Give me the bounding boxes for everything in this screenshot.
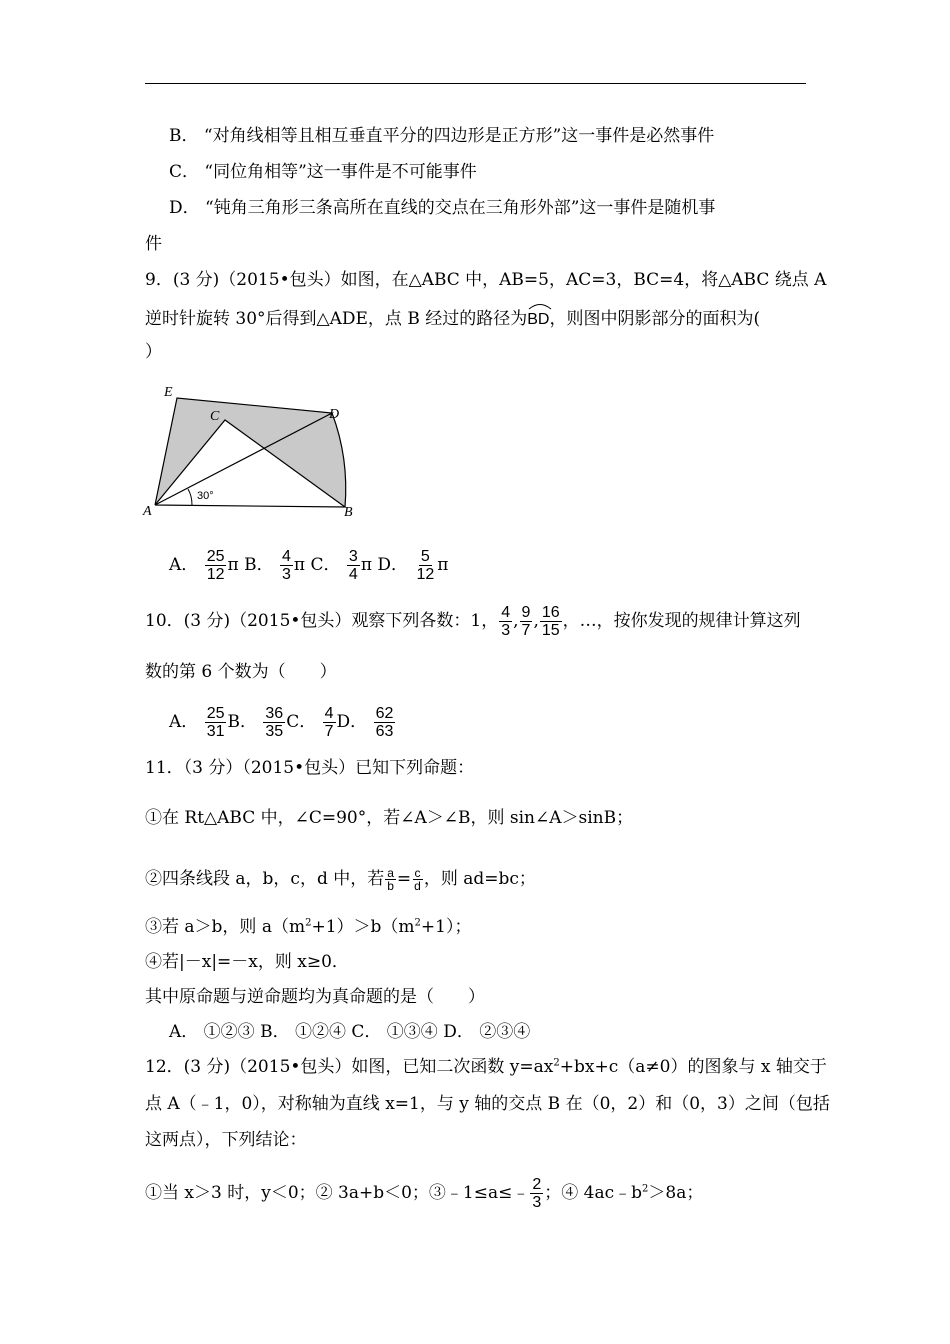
q10-option-d-prefix: D． (336, 712, 368, 732)
q10-option-c-fraction (323, 705, 336, 740)
numerator: 36 (265, 705, 284, 722)
q10-option-c-prefix: C． (286, 712, 317, 732)
numerator: 4 (501, 604, 511, 621)
arc-bd (527, 304, 549, 332)
label-e: E (164, 385, 173, 400)
p2-fraction-cd (412, 867, 423, 892)
numerator: c (414, 866, 421, 880)
pi-symbol: π (293, 555, 306, 575)
numerator: a (387, 866, 394, 880)
numerator: 62 (375, 705, 394, 722)
numerator: 9 (521, 604, 531, 621)
label-b: B (344, 505, 353, 520)
q10-option-b-fraction (263, 705, 285, 740)
pi-symbol: π (437, 555, 449, 575)
q10-fraction-1 (499, 604, 512, 639)
q10-line1: 10．(3 分)（2015•包头）观察下列各数：1， $\frac{4}{3}$ , $\frac{9}{7}$ , $\frac{16}{15}$ ，…，按你发现的规律计算这列 (145, 604, 801, 639)
q10-option-a-fraction (205, 705, 227, 740)
q11-title: 11．（3 分）（2015•包头）已知下列命题： (145, 758, 475, 778)
arc-mark-icon (527, 302, 553, 310)
denominator: 7 (521, 622, 531, 639)
q12-line4 (145, 1176, 703, 1211)
q11-question: 其中原命题与逆命题均为真命题的是（ ） (145, 987, 485, 1007)
q11-options: A． ①②③ B． ①②④ C． ①③④ D． ②③④ (169, 1022, 531, 1042)
q9-line2-text-a: 逆时针旋转 30°后得到△ADE，点 B 经过的路径为 (145, 309, 528, 329)
q12-line3: 这两点），下列结论： (145, 1130, 307, 1150)
arc-label: BD (527, 311, 550, 328)
numerator: 16 (541, 604, 560, 621)
numerator: 2 (532, 1176, 542, 1193)
numerator: 4 (281, 548, 291, 565)
denominator: 63 (375, 723, 394, 740)
denominator: 35 (265, 723, 284, 740)
q9-line2-text-b: ，则图中阴影部分的面积为( (549, 309, 761, 329)
q10-fraction-2 (520, 604, 533, 639)
denominator: 12 (206, 566, 225, 583)
q10-option-b-prefix: B． (227, 712, 257, 732)
q9-option-b-prefix: B． (244, 555, 274, 575)
q12-line2: 点 A（﹣1，0），对称轴为直线 x=1，与 y 轴的交点 B 在（0，2）和（0，3）之间（包括 (145, 1094, 830, 1114)
denominator: 3 (532, 1194, 542, 1211)
q12-text-d: ；④ 4ac﹣b (544, 1183, 643, 1203)
q12-text-e: ＞8a； (648, 1183, 704, 1203)
denominator: 4 (348, 566, 358, 583)
denominator: d (414, 879, 421, 893)
denominator: b (387, 879, 394, 893)
denominator: 15 (541, 622, 560, 639)
q8-option-c: C． “同位角相等”这一事件是不可能事件 (169, 162, 477, 182)
numerator: 25 (206, 548, 225, 565)
q9-option-c-prefix: C． (310, 555, 341, 575)
q12-text-c: ①当 x＞3 时，y＜0；② 3a+b＜0；③﹣1≤a≤﹣ (145, 1183, 530, 1203)
q12-text-a: 12．(3 分)（2015•包头）如图，已知二次函数 y=ax (145, 1057, 554, 1077)
numerator: 3 (348, 548, 358, 565)
q11-proposition-2 (145, 867, 536, 892)
q9-line3: ） (145, 342, 162, 362)
q10-options (169, 705, 396, 740)
q11-proposition-4: ④若|－x|=－x，则 x≥0． (145, 952, 349, 972)
q9-line1: 9．(3 分)（2015•包头）如图，在△ABC 中，AB=5，AC=3，BC=4，将△ABC 绕点 A (145, 270, 827, 290)
header-rule (145, 83, 806, 84)
label-d: D (329, 407, 340, 422)
q9-option-a-fraction (205, 548, 227, 583)
label-a: A (143, 504, 152, 519)
p3-exponent-2: 2 (414, 917, 421, 929)
p2-fraction-ab (385, 867, 396, 892)
q8-option-d-cont: 件 (145, 234, 162, 254)
denominator: 7 (324, 723, 334, 740)
q9-options (169, 548, 448, 583)
q12-line1 (145, 1055, 827, 1079)
equals-sign: = (396, 869, 412, 889)
p2-text-b: ，则 ad=bc； (423, 869, 536, 889)
q12-exponent-1: 2 (553, 1057, 560, 1069)
p3-text-c: +1）； (420, 917, 472, 937)
q10-text-a: 10．(3 分)（2015•包头）观察下列各数：1， (145, 611, 499, 631)
q10-option-d-fraction (374, 705, 396, 740)
q9-option-d-fraction (414, 548, 436, 583)
q10-fraction-3 (540, 604, 562, 639)
numerator: 4 (324, 705, 334, 722)
denominator: 12 (416, 566, 435, 583)
q9-option-a-prefix: A． (169, 555, 199, 575)
p2-text-a: ②四条线段 a，b，c，d 中，若 (145, 869, 385, 889)
label-c: C (210, 409, 220, 424)
denominator: 31 (206, 723, 225, 740)
q12-text-b: +bx+c（a≠0）的图象与 x 轴交于 (559, 1057, 827, 1077)
numerator: 25 (206, 705, 225, 722)
p3-text-a: ③若 a＞b，则 a（m (145, 917, 306, 937)
q12-fraction (530, 1176, 543, 1211)
q9-option-b-fraction (280, 548, 293, 583)
numerator: 5 (420, 548, 430, 565)
denominator: 3 (281, 566, 291, 583)
pi-symbol: π (360, 555, 372, 575)
q12-exponent-2: 2 (642, 1183, 649, 1195)
p3-text-b: +1）＞b（m (311, 917, 415, 937)
q9-line2 (145, 304, 760, 332)
q8-option-d: D． “钝角三角形三条高所在直线的交点在三角形外部”这一事件是随机事 (169, 198, 716, 218)
p3-exponent-1: 2 (305, 917, 312, 929)
q11-proposition-1: ①在 Rt△ABC 中，∠C=90°，若∠A＞∠B，则 sin∠A＞sinB； (145, 808, 634, 828)
q9-option-c-fraction (347, 548, 360, 583)
pi-symbol: π (227, 555, 239, 575)
q11-proposition-3 (145, 915, 471, 939)
q10-text-b: ，…，按你发现的规律计算这列 (562, 611, 801, 631)
q10-line2: 数的第 6 个数为（ ） (145, 662, 337, 682)
q10-option-a-prefix: A． (169, 712, 199, 732)
q9-option-d-prefix: D． (377, 555, 409, 575)
denominator: 3 (501, 622, 511, 639)
q9-rotation-figure (140, 378, 360, 520)
q8-option-b: B． “对角线相等且相互垂直平分的四边形是正方形”这一事件是必然事件 (169, 126, 715, 146)
angle-label: 30° (197, 490, 214, 502)
